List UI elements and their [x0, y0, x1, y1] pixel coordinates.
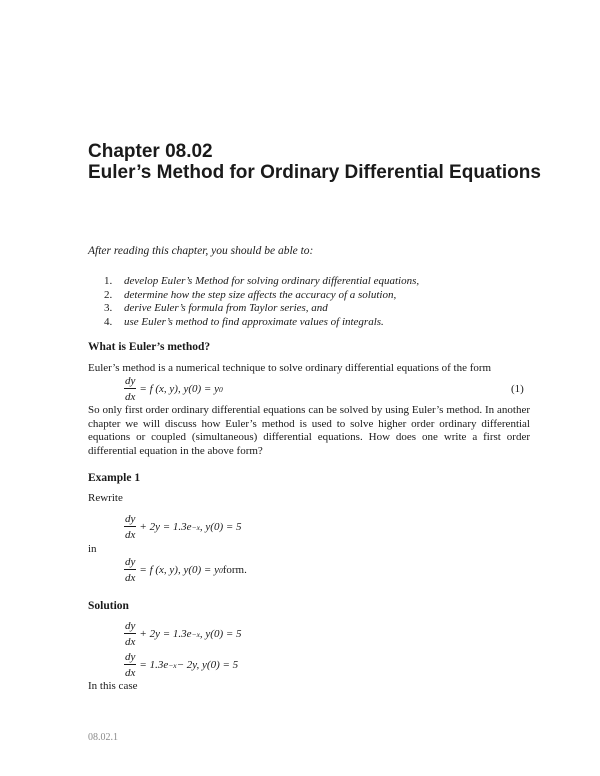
chapter-title	[88, 141, 541, 183]
objective-item: 1. develop Euler’s Method for solving ordinary differential equations,	[104, 275, 420, 287]
equation-example-b: $\frac{dy}{dx}$ = f (x, y), y(0) = y 0 form.	[125, 556, 247, 584]
closing-text: In this case	[88, 680, 138, 692]
derivative-fraction: $\frac{dy}{dx}$	[125, 513, 136, 541]
solution-heading: Solution	[88, 600, 129, 612]
derivative-fraction: $\frac{dy}{dx}$	[125, 651, 136, 679]
equation-example-a: $\frac{dy}{dx}$ + 2y = 1.3e −x , y(0) = 5	[125, 513, 242, 541]
equation-solution-d: $\frac{dy}{dx}$ = 1.3e −x − 2y, y(0) = 5	[125, 651, 239, 679]
chapter-number: Chapter 08.02	[88, 141, 213, 162]
rewrite-text: Rewrite	[88, 492, 123, 504]
equation-number: (1)	[511, 383, 524, 395]
equation-1: $\frac{dy}{dx}$ = f (x, y), y(0) = y 0	[125, 375, 223, 403]
derivative-fraction: $\frac{dy}{dx}$	[125, 620, 136, 648]
in-text: in	[88, 543, 97, 555]
section-intro: Euler’s method is a numerical technique to solve ordinary differential equations of the form	[88, 362, 492, 374]
objective-item: 4. use Euler’s method to find approximate values of integrals.	[104, 315, 384, 328]
intro-text: After reading this chapter, you should be able to:	[88, 245, 314, 257]
section-heading: What is Euler’s method?	[88, 341, 211, 353]
example-heading: Example 1	[88, 472, 141, 484]
derivative-fraction: $\frac{dy}{dx}$	[125, 375, 136, 403]
derivative-fraction: $\frac{dy}{dx}$	[125, 556, 136, 584]
chapter-name: Euler’s Method for Ordinary Differential Equations	[88, 162, 541, 183]
objectives-list	[104, 275, 419, 329]
section-body: So only first order ordinary differential equations can be solved by using Euler’s method. In another chapter we will discuss how Euler’s method is used to solve higher order ordinary differential equations or coupled (simultaneous) differential equations. How does one write a first order differential equation in the above form?	[88, 404, 530, 457]
equation-solution-c: $\frac{dy}{dx}$ + 2y = 1.3e −x , y(0) = 5	[125, 620, 242, 648]
page-number: 08.02.1	[88, 732, 118, 743]
objective-item: 3. derive Euler’s formula from Taylor series, and	[104, 302, 328, 314]
objective-item: 2. determine how the step size affects the accuracy of a solution,	[104, 288, 397, 301]
